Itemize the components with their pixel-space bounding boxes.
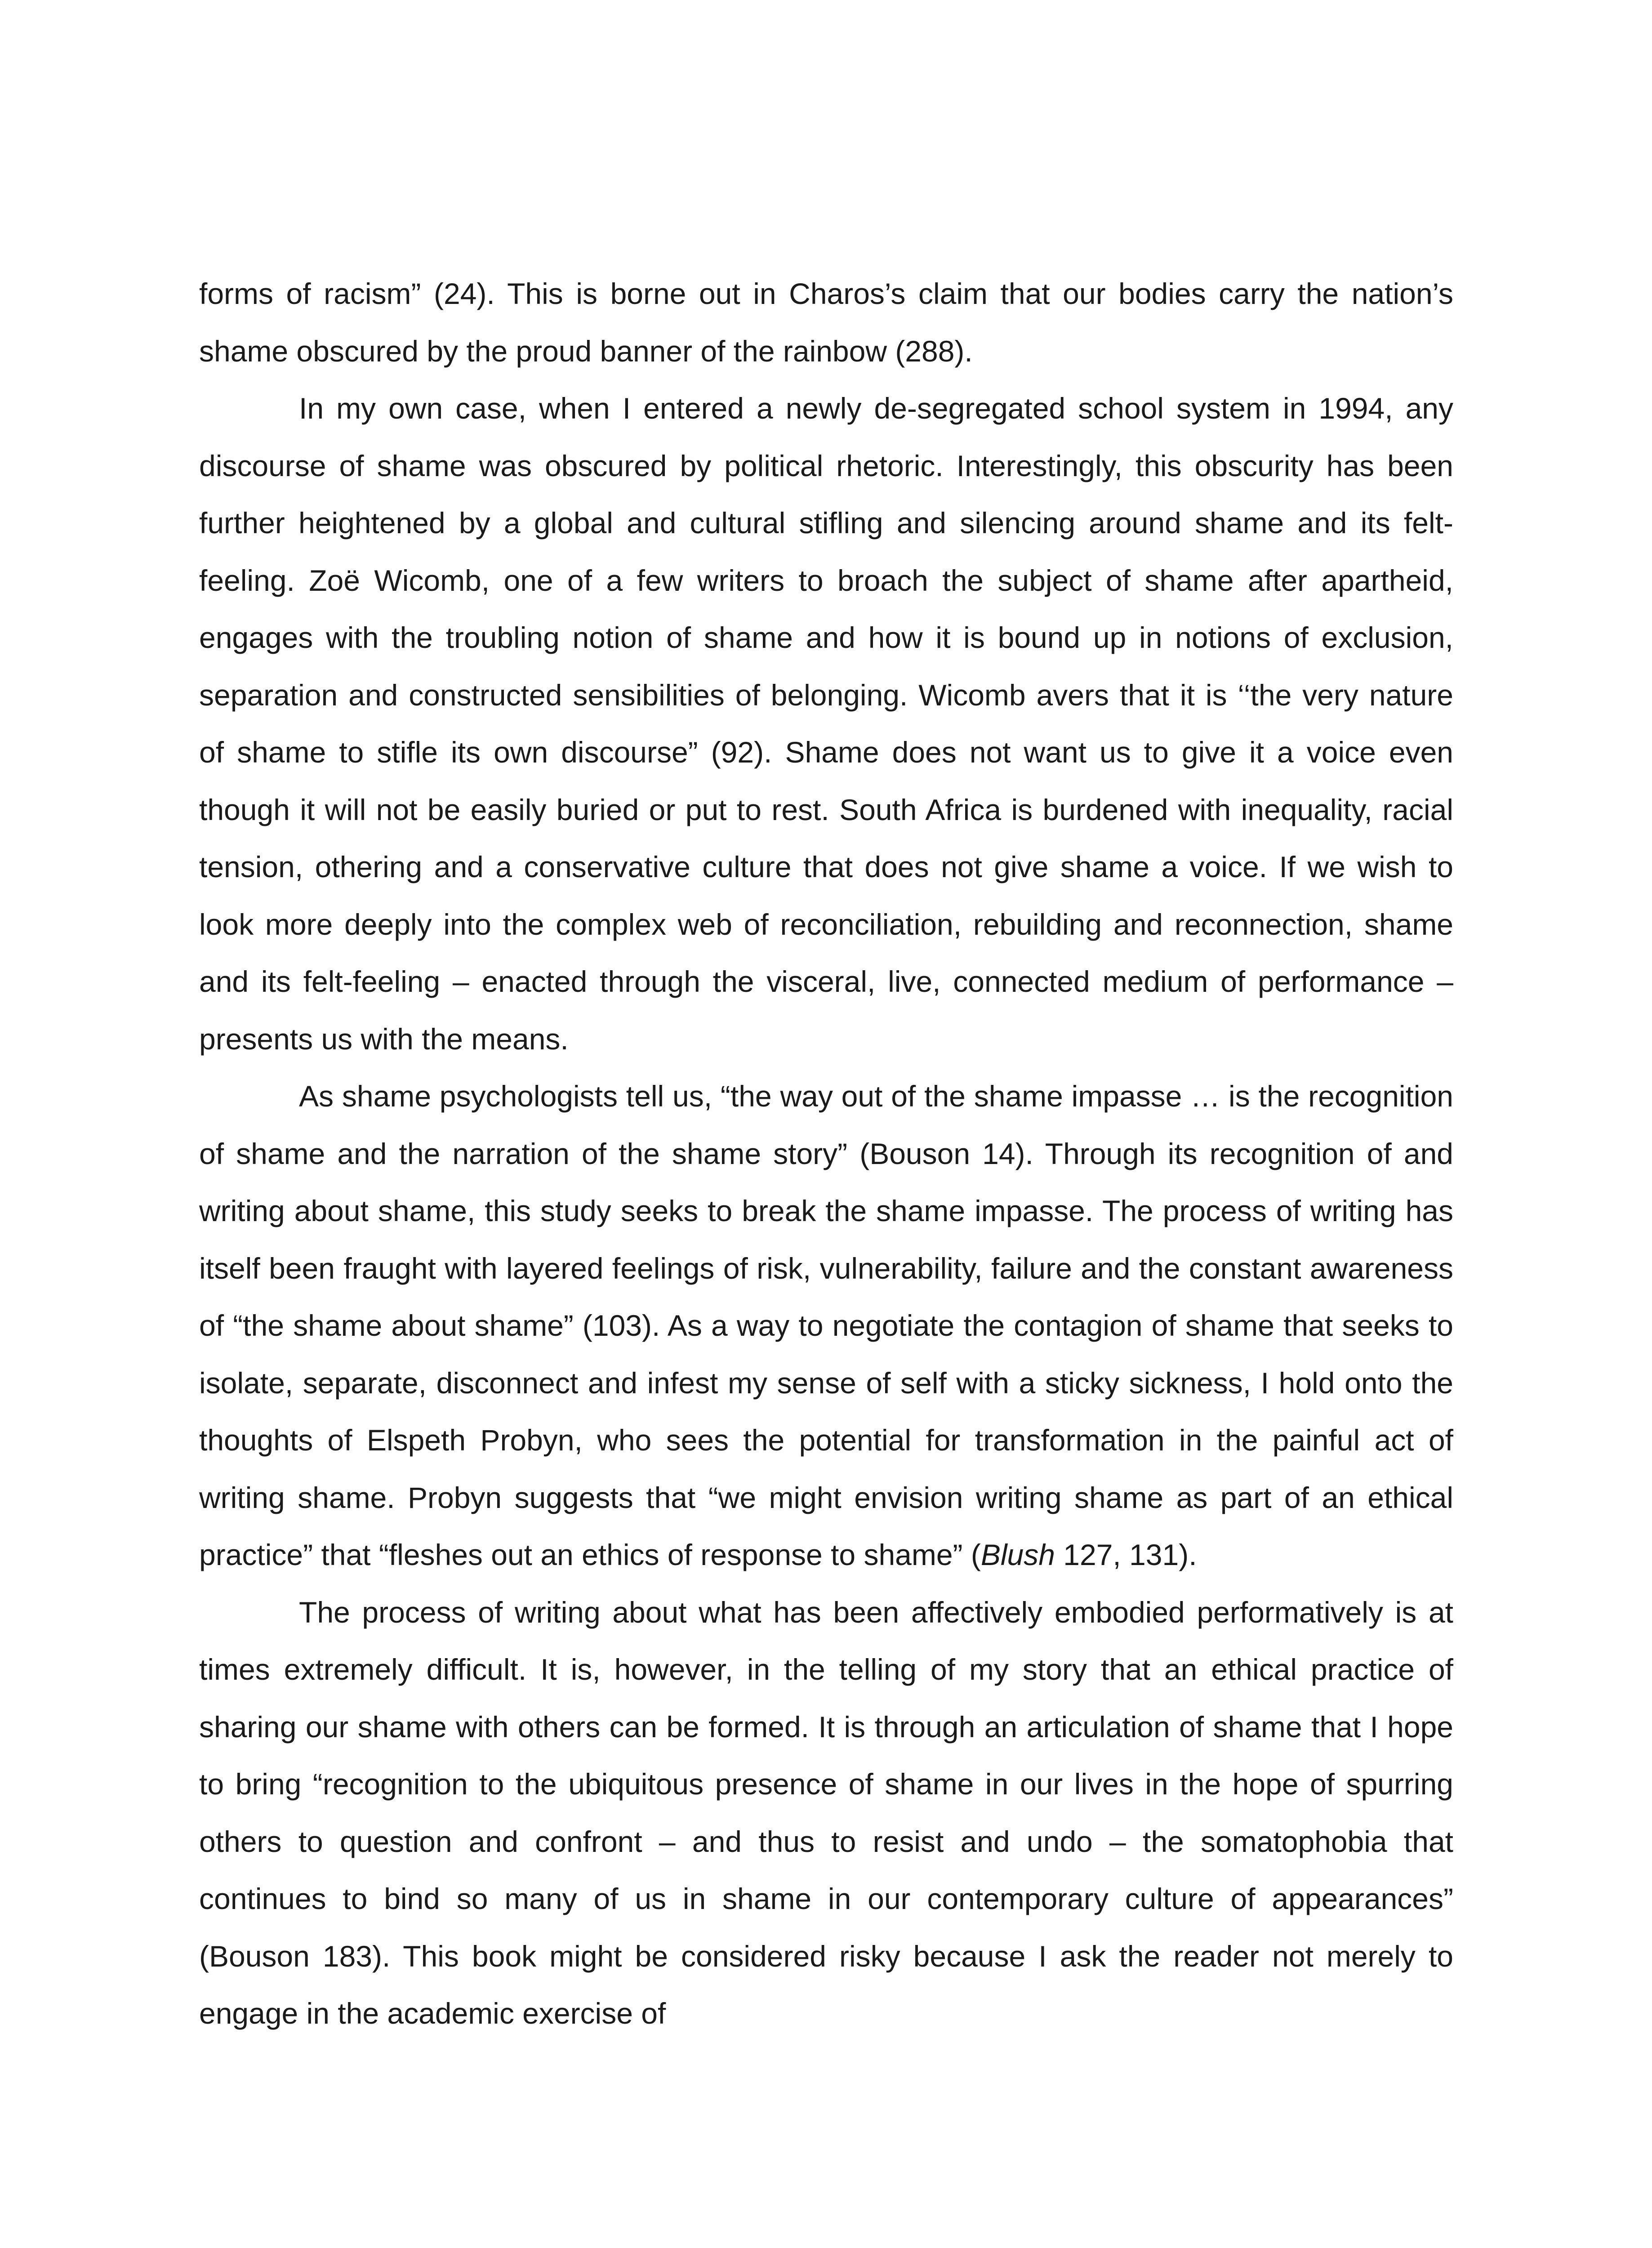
paragraph-2-text: In my own case, when I entered a newly de-segregated school system in 1994, any discourse of shame was obscured by political rhetoric. Interestingly, this obscurity has been further heightened by a global and cultural stifling and silencing around shame and its felt-feeling. Zoë Wicomb, one of a few writers to broach the subject of shame after apartheid, engages with the troubling notion of shame and how it is bound up in notions of exclusion, separation and constructed sensibilities of belonging. Wicomb avers that it is ‘‘the very nature of shame to stifle its own discourse” (92). Shame does not want us to give it a voice even though it will not be easily buried or put to rest. South Africa is burdened with inequality, racial tension, othering and a conservative culture that does not give shame a voice. If we wish to look more deeply into the complex web of reconciliation, rebuilding and reconnection, shame and its felt-feeling – enacted through the visceral, live, connected medium of performance – presents us with the means. bbox=[199, 392, 1453, 1056]
paragraph-2 bbox=[199, 380, 1453, 1068]
paragraph-3 bbox=[199, 1068, 1453, 1584]
paragraph-1-text: forms of racism” (24). This is borne out in Charos’s claim that our bodies carry the nation’s shame obscured by the proud banner of the rainbow (288). bbox=[199, 277, 1453, 368]
paragraph-4-text: The process of writing about what has been affectively embodied performatively is at times extremely difficult. It is, however, in the telling of my story that an ethical practice of sharing our shame with others can be formed. It is through an articulation of shame that I hope to bring “recognition to the ubiquitous presence of shame in our lives in the hope of spurring others to question and confront – and thus to resist and undo – the somatophobia that continues to bind so many of us in shame in our contemporary culture of appearances” (Bouson 183). This book might be considered risky because I ask the reader not merely to engage in the academic exercise of bbox=[199, 1595, 1453, 2030]
paragraph-4 bbox=[199, 1584, 1453, 2043]
paragraph-3-text: As shame psychologists tell us, “the way out of the shame impasse … is the recognition of shame and the narration of the shame story” (Bouson 14). Through its recognition of and writing about shame, this study seeks to break the shame impasse. The process of writing has itself been fraught with layered feelings of risk, vulnerability, failure and the constant awareness of “the shame about shame” (103). As a way to negotiate the contagion of shame that seeks to isolate, separate, disconnect and infest my sense of self with a sticky sickness, I hold onto the thoughts of Elspeth Probyn, who sees the potential for transformation in the painful act of writing shame. Probyn suggests that “we might envision writing shame as part of an ethical practice” that “fleshes out an ethics of response to shame” ( bbox=[199, 1079, 1453, 1571]
paragraph-1 bbox=[199, 265, 1453, 380]
book-title-italic: Blush bbox=[980, 1538, 1055, 1571]
body-text bbox=[199, 265, 1453, 2043]
paragraph-3-citation: 127, 131). bbox=[1055, 1538, 1197, 1571]
